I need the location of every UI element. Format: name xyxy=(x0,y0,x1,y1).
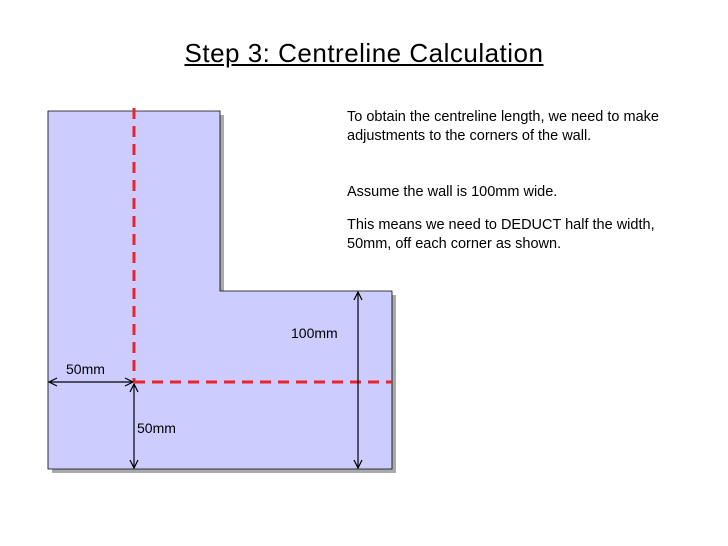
description-paragraph-3: This means we need to DEDUCT half the width, 50mm, off each corner as shown. xyxy=(347,217,655,252)
bottom-offset-label: 50mm xyxy=(137,420,176,436)
description-paragraph-1: To obtain the centreline length, we need to make adjustments to the corners of the wall. xyxy=(347,109,659,144)
left-offset-label: 50mm xyxy=(66,361,105,377)
description-paragraph-2: Assume the wall is 100mm wide. xyxy=(347,184,558,200)
wall-shape xyxy=(48,111,392,469)
step-height-label: 100mm xyxy=(291,325,338,341)
slide-title: Step 3: Centreline Calculation xyxy=(184,38,544,68)
